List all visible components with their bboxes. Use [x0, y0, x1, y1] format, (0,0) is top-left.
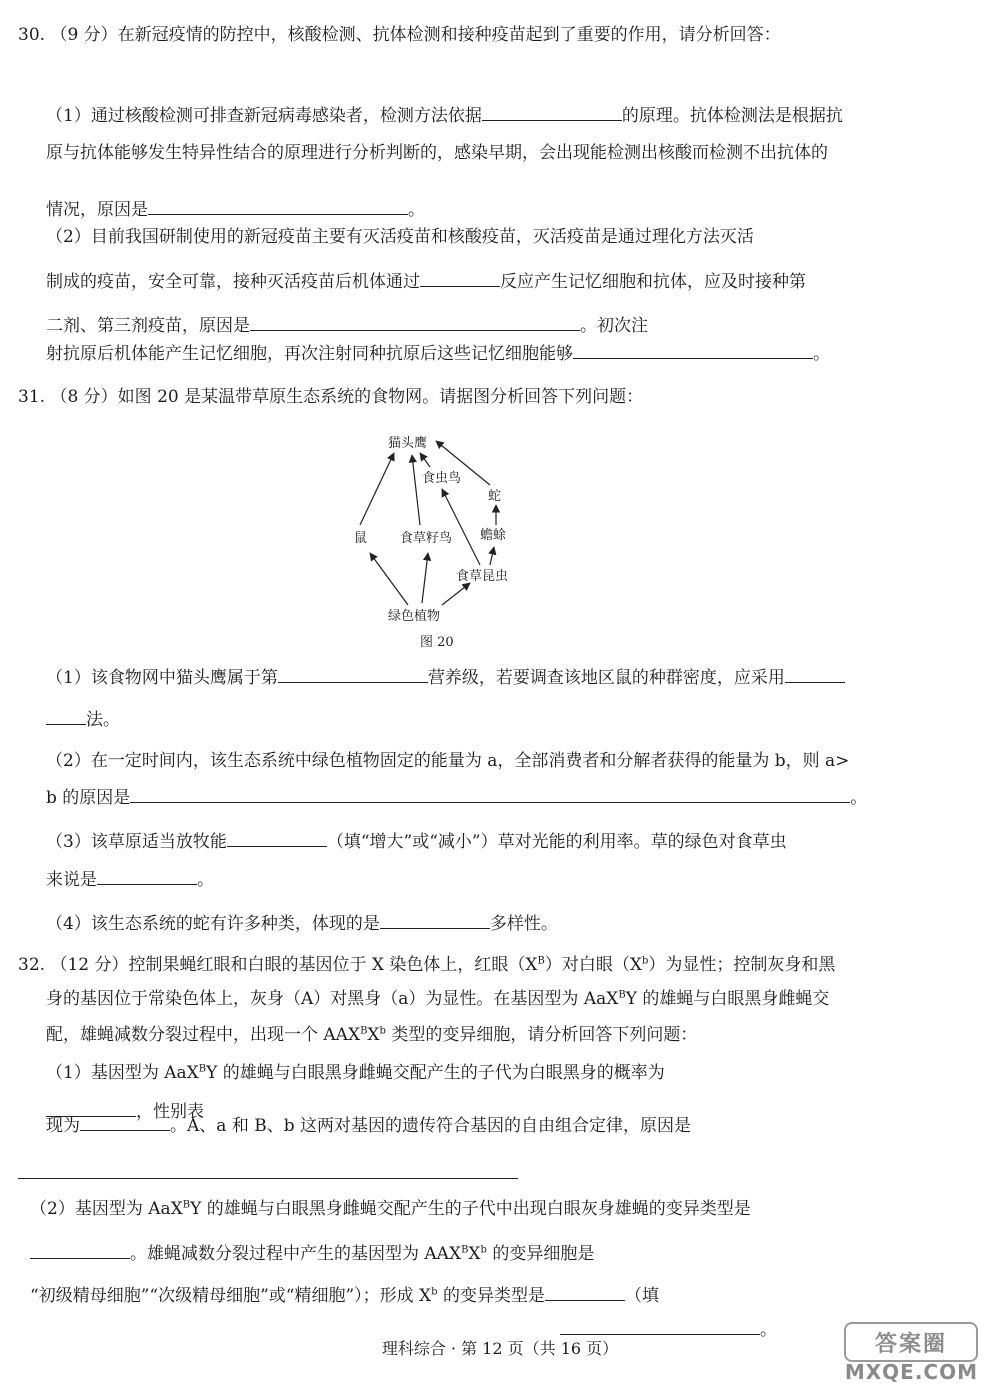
q30-l5-text-b: 灭活疫苗是通过理化方法灭活 — [532, 227, 754, 247]
q31-intro — [18, 384, 643, 410]
answer-blank[interactable] — [573, 340, 813, 359]
q32-l5-tail: ，性别表 — [136, 1102, 204, 1122]
node-snake: 蛇 — [488, 489, 502, 504]
q32-l2-b: Y 的雄蝇与白眼黑身雌蝇交 — [625, 989, 830, 1009]
arrow-insect-insectbird — [442, 489, 480, 565]
q32-l10-a: “初级精母细胞”“次级精母细胞”或“精细胞”）；形成 X — [30, 1286, 432, 1306]
q32-line-8 — [30, 1196, 751, 1222]
node-insect: 食草昆虫 — [456, 569, 509, 584]
q31-s2 — [46, 748, 849, 774]
q31-intro-text: 31. （8 分）如图 20 是某温带草原生态系统的食物网。请据图分析回答下列问题： — [18, 387, 644, 407]
q32-l1-a: 32. （12 分）控制果蝇红眼和白眼的基因位于 X 染色体上，红眼（X — [18, 955, 538, 975]
q32-l1-c: ）为显性；控制灰身和黑 — [648, 955, 836, 975]
q32-l3-sup2: b — [379, 1025, 386, 1037]
answer-blank[interactable] — [785, 664, 845, 683]
answer-blank[interactable] — [130, 784, 850, 803]
watermark-logo: 答案圈 — [844, 1322, 978, 1362]
q31-s4-text-b: 多样性。 — [489, 914, 558, 934]
q31-s2-period: 。 — [850, 788, 868, 808]
node-insect-bird: 食虫鸟 — [422, 471, 462, 486]
q31-s3-text-b: （填“增大”或“减小”）草对光能的利用率。草的绿色对食草虫 — [326, 832, 787, 852]
q32-l9-sup2: b — [480, 1244, 487, 1256]
arrow-mouse-owl — [360, 453, 394, 525]
q30-l8-text: 射抗原后机体能产生记忆细胞，再次注射同种抗原后这些记忆细胞能够 — [46, 344, 573, 364]
q32-line-9 — [30, 1240, 594, 1266]
arrow-plant-mouse — [370, 553, 408, 605]
arrow-plant-seedbird — [422, 553, 428, 603]
q31-s1-tail: 法。 — [86, 710, 120, 730]
food-web-diagram — [330, 425, 550, 630]
q30-l8-period: 。 — [813, 344, 830, 364]
q31-s4 — [46, 910, 558, 936]
q30-l4-period: 。 — [408, 200, 425, 220]
node-mouse: 鼠 — [354, 531, 368, 546]
q31-s3-text-c: 来说是 — [46, 870, 97, 890]
watermark — [838, 1322, 988, 1382]
node-owl: 猫头鹰 — [388, 436, 428, 451]
figure-caption: 图 20 — [420, 635, 454, 650]
q32-l8-sup: B — [182, 1199, 191, 1211]
q32-l4-b: Y 的雄蝇与白眼黑身雌蝇交配产生的子代为白眼黑身的概率为 — [206, 1063, 665, 1083]
q32-l9-sup1: B — [461, 1244, 469, 1256]
q31-s3-text: （3）该草原适当放牧能 — [46, 832, 227, 852]
q31-s1-cont — [46, 706, 120, 732]
q32-l3-a: 配，雄蝇减数分裂过程中，出现一个 AAX — [46, 1025, 361, 1045]
q32-l6-a: 现为 — [46, 1116, 80, 1136]
q32-l4-sup: B — [198, 1063, 207, 1075]
arrow-insect-toad — [490, 547, 494, 565]
q30-l7-text-b: 。初次注 — [580, 316, 648, 336]
q32-line-7 — [18, 1160, 518, 1186]
q31-s2-cont — [46, 784, 867, 810]
q32-l3-c: 类型的变异细胞，请分析回答下列问题： — [385, 1025, 698, 1045]
q32-l3-b: X — [367, 1025, 380, 1045]
q30-line-1-text: 30. （9 分）在新冠疫情的防控中，核酸检测、抗体检测和接种疫苗起到了重要的作用，请分析回答： — [18, 25, 781, 45]
node-toad: 蟾蜍 — [480, 528, 507, 543]
q31-s3-period: 。 — [197, 870, 214, 890]
q30-l3-text: 原与抗体能够发生特异性结合的原理进行分析判断的，感染早期，会出现能检测出核酸而检测不出抗体的 — [46, 143, 828, 163]
q31-s1 — [46, 664, 845, 690]
q31-s3 — [46, 828, 787, 854]
q31-s3-cont — [46, 866, 214, 892]
arrow-seedbird-owl — [412, 455, 420, 525]
node-seed-bird: 食草籽鸟 — [400, 531, 453, 546]
q32-l8-a: （2）基因型为 AaX — [30, 1199, 183, 1219]
q31-s1-text-b: 营养级，若要调查该地区鼠的种群密度，应采用 — [427, 668, 785, 688]
answer-blank[interactable] — [250, 312, 580, 331]
q30-l7-text: 二剂、第三剂疫苗，原因是 — [46, 316, 250, 336]
q30-l2-text-b: 的原理。抗体检测法是根据抗 — [621, 106, 843, 126]
q32-l10-c: （填 — [624, 1286, 659, 1306]
answer-blank[interactable] — [97, 866, 197, 885]
answer-blank[interactable] — [148, 196, 408, 215]
q32-line-1 — [18, 952, 835, 978]
q30-l5-text: （2）目前我国研制使用的新冠疫苗主要有灭活疫苗和核酸疫苗， — [46, 227, 533, 247]
q30-line-7 — [46, 312, 648, 338]
q30-line-5 — [46, 224, 754, 250]
q31-s1-text: （1）该食物网中猫头鹰属于第 — [46, 668, 278, 688]
q32-l8-b: Y 的雄蝇与白眼黑身雌蝇交配产生的子代中出现白眼灰身雄蝇的变异类型是 — [190, 1199, 751, 1219]
q32-line-3 — [46, 1022, 697, 1048]
q32-line-6 — [46, 1112, 691, 1138]
q30-l2-text: （1）通过核酸检测可排查新冠病毒感染者，检测方法依据 — [46, 106, 482, 126]
q32-l11-period: 。 — [760, 1320, 777, 1340]
watermark-url: MXQE.COM — [844, 1360, 978, 1384]
answer-blank[interactable] — [545, 1282, 625, 1301]
q32-l1-b: ）对白眼（X — [544, 955, 642, 975]
q32-line-2 — [46, 986, 829, 1012]
answer-blank[interactable] — [30, 1240, 130, 1259]
answer-blank[interactable] — [380, 910, 490, 929]
q32-l2-a: 身的基因位于常染色体上，灰身（A）对黑身（a）为显性。在基因型为 AaX — [46, 989, 619, 1009]
q32-line-4 — [46, 1060, 665, 1086]
answer-blank[interactable] — [18, 1160, 518, 1179]
node-plant: 绿色植物 — [388, 609, 441, 624]
q31-s2-text-b: b 的原因是 — [46, 788, 131, 808]
q30-l6-text: 制成的疫苗，安全可靠，接种灭活疫苗后机体通过 — [46, 272, 420, 292]
q30-l4-text: 情况，原因是 — [46, 200, 148, 220]
answer-blank[interactable] — [482, 102, 622, 121]
q30-line-8 — [46, 340, 830, 366]
q30-line-3 — [46, 140, 828, 166]
q30-line-6 — [46, 268, 806, 294]
answer-blank[interactable] — [46, 706, 86, 725]
q32-l9-a: 。雄蝇减数分裂过程中产生的基因型为 AAX — [130, 1244, 462, 1264]
q32-l1-sup1: B — [537, 955, 545, 967]
q32-l9-b: X — [468, 1244, 481, 1264]
answer-blank[interactable] — [560, 1316, 760, 1335]
q30-l6-text-b: 反应产生记忆细胞和抗体，应及时接种第 — [500, 272, 806, 292]
arrow-plant-insect — [442, 583, 470, 605]
answer-blank[interactable] — [227, 828, 327, 847]
arrow-insectbird-owl — [420, 453, 430, 467]
q30-line-2 — [46, 102, 843, 128]
q32-l9-c: 的变异细胞是 — [486, 1244, 595, 1264]
q32-l3-sup1: B — [360, 1025, 368, 1037]
answer-blank[interactable] — [80, 1112, 170, 1131]
q32-l2-sup: B — [618, 989, 626, 1001]
page-footer: 理科综合 · 第 12 页（共 16 页） — [381, 1339, 619, 1358]
q32-l10-sup: b — [431, 1286, 438, 1298]
q32-l10-b: 的变异类型是 — [437, 1286, 545, 1306]
q31-s4-text: （4）该生态系统的蛇有许多种类，体现的是 — [46, 914, 380, 934]
q32-line-10 — [30, 1282, 659, 1308]
q32-l1-sup2: b — [641, 955, 649, 967]
q31-s2-text: （2）在一定时间内，该生态系统中绿色植物固定的能量为 a，全部消费者和分解者获得的能量为 b，则 a> — [46, 751, 850, 771]
q30-line-1 — [18, 22, 781, 48]
answer-blank[interactable] — [278, 664, 428, 683]
answer-blank[interactable] — [420, 268, 500, 287]
q32-l6-b: 。A、a 和 B、b 这两对基因的遗传符合基因的自由组合定律，原因是 — [170, 1116, 691, 1136]
q32-l4-a: （1）基因型为 AaX — [46, 1063, 199, 1083]
q30-line-4 — [46, 196, 425, 222]
